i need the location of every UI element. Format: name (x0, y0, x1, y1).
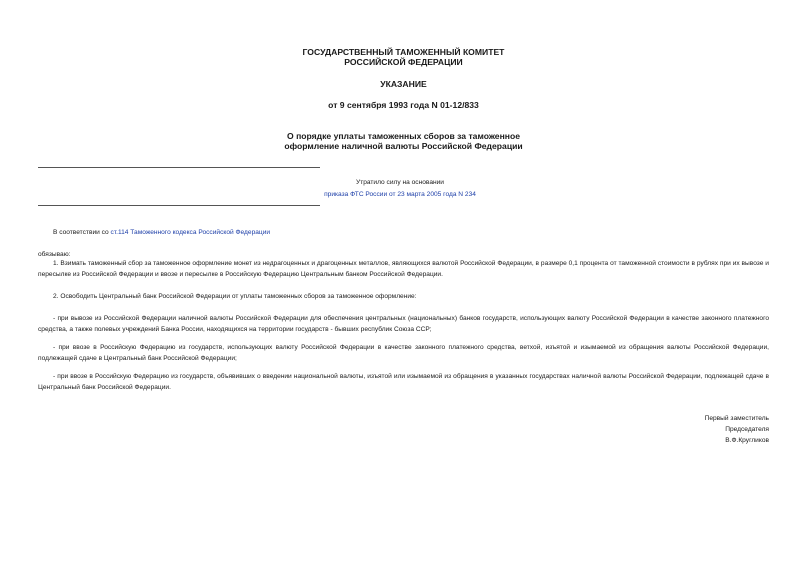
signatory-name: В.Ф.Кругликов (725, 437, 769, 444)
divider-top (38, 167, 320, 168)
obligation-text: обязываю: (38, 251, 71, 258)
lost-force-note: Утратило силу на основании (356, 179, 444, 186)
paragraph-1: 1. Взимать таможенный сбор за таможенное оформление монет из недрагоценных и драгоценных металлов, являющихся валютой Российской Федерации, в размере 0,1 процента от таможенной стоимости в рублях при их вывозе и пересылке из Российской Федерации и ввозе и пересылке в Российскую Федерацию Центральным банком Российской Федерации. (38, 260, 769, 278)
exemption-item-3: - при ввозе в Российскую Федерацию из государств, объявивших о введении национальной валюты, изъятой или изымаемой из обращения в указанных государствах наличной валюты Российской Федерации, подлежащей сдаче в Центральный банк Российской Федерации. (38, 373, 769, 391)
document-date-number: от 9 сентября 1993 года N 01-12/833 (328, 100, 479, 110)
document-title (0, 131, 807, 151)
lost-force-link[interactable]: приказа ФТС России от 23 марта 2005 года N 234 (324, 191, 476, 198)
basis-paragraph (38, 227, 769, 238)
basis-prefix: В соответствии со (53, 229, 111, 236)
title-line-2: оформление наличной валюты Российской Федерации (284, 141, 523, 151)
signatory-position-2: Председателя (725, 426, 769, 433)
lost-force-reference (240, 189, 560, 201)
authority-line-1: ГОСУДАРСТВЕННЫЙ ТАМОЖЕННЫЙ КОМИТЕТ (302, 47, 505, 57)
paragraph-2: 2. Освободить Центральный банк Российской Федерации от уплаты таможенных сборов за таможенное оформление: (53, 293, 417, 300)
title-line-1: О порядке уплаты таможенных сборов за таможенное (287, 131, 520, 141)
signatory-position: Первый заместитель (704, 415, 769, 422)
document-type: УКАЗАНИЕ (380, 79, 427, 89)
exemption-item-1: - при вывозе из Российской Федерации наличной валюты Российской Федерации для обеспечения центральных (национальных) банков государств, использующих валюту Российской Федерации в качестве законного платежного средства, а также полевых учреждений Банка России, находящихся на территории государств - бывших республик Союза ССР; (38, 315, 769, 333)
issuing-authority (0, 47, 807, 67)
customs-code-link[interactable]: ст.114 Таможенного кодекса Российской Федерации (110, 229, 271, 236)
divider-bottom (38, 205, 320, 206)
authority-line-2: РОССИЙСКОЙ ФЕДЕРАЦИИ (344, 57, 463, 67)
exemption-item-2: - при ввозе в Российскую Федерацию из государств, использующих валюту Российской Федерации в качестве законного платежного средства, ветхой, изъятой и изымаемой из обращения валюты Российской Федерации, подлежащей сдаче в Центральный банк Российской Федерации; (38, 344, 769, 362)
